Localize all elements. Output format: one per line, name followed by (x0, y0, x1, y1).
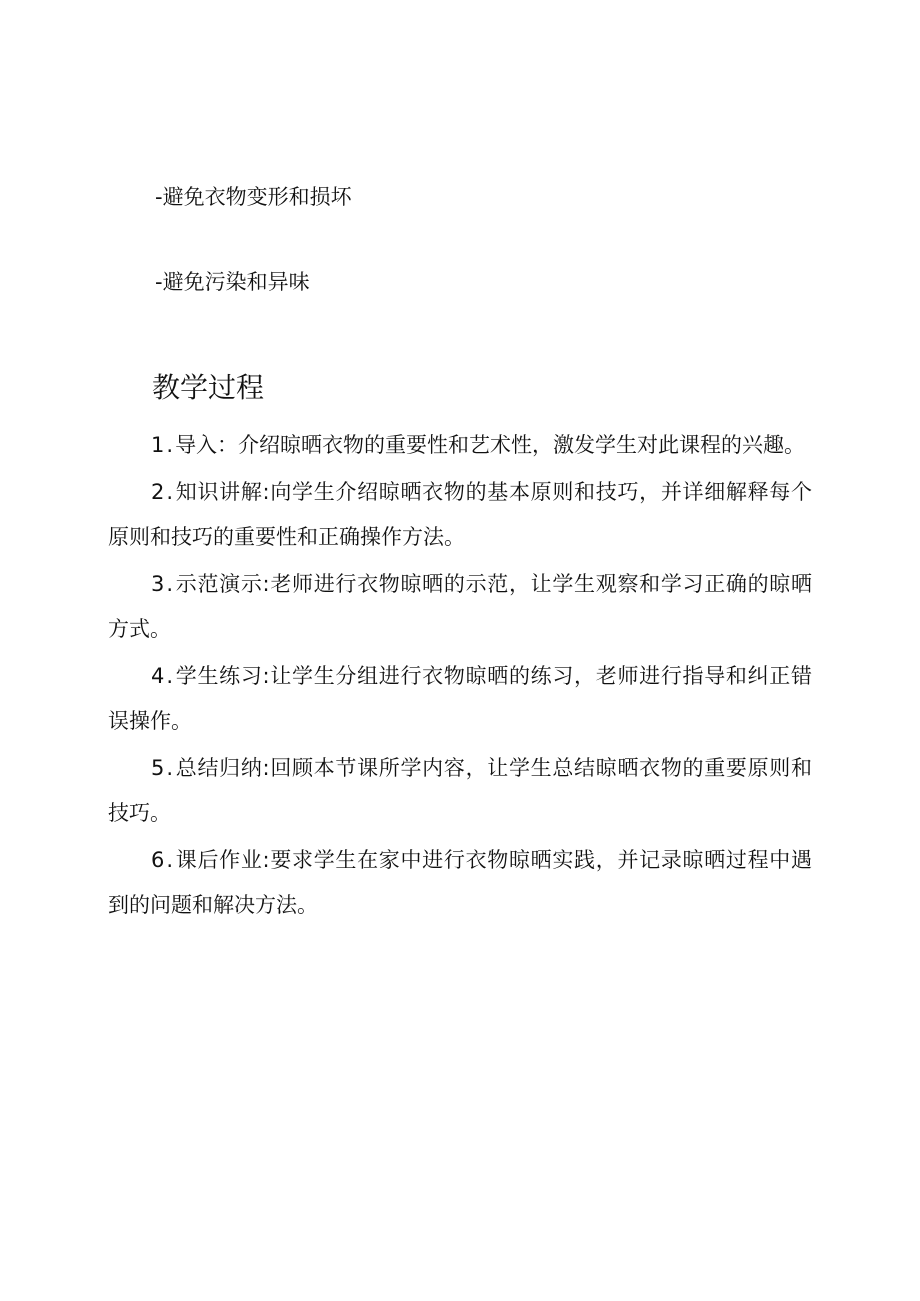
step-text: 老师进行衣物晾晒的示范，让学生观察和学习正确的晾晒方式。 (108, 572, 813, 641)
step-item: 6.课后作业:要求学生在家中进行衣物晾晒实践，并记录晾晒过程中遇到的问题和解决方法。 (108, 848, 813, 917)
step-item: 1.导入：介绍晾晒衣物的重要性和艺术性，激发学生对此课程的兴趣。 (151, 433, 806, 457)
step-list (108, 423, 812, 930)
bullet-item: -避免污染和异味 (155, 270, 310, 294)
step-text: 介绍晾晒衣物的重要性和艺术性，激发学生对此课程的兴趣。 (238, 433, 806, 457)
step-number: 5 (151, 756, 165, 780)
step-item: 4.学生练习:让学生分组进行衣物晾晒的练习，老师进行指导和纠正错误操作。 (108, 664, 813, 733)
step-item: 5.总结归纳:回顾本节课所学内容，让学生总结晾晒衣物的重要原则和技巧。 (108, 756, 813, 825)
step-text: 向学生介绍晾晒衣物的基本原则和技巧，并详细解释每个原则和技巧的重要性和正确操作方法。 (108, 480, 813, 549)
step-number: 2 (151, 480, 165, 504)
step-label: 示范演示: (175, 572, 270, 596)
bullet-item: -避免衣物变形和损坏 (155, 185, 352, 209)
step-label: 学生练习: (175, 664, 270, 688)
step-text: 让学生分组进行衣物晾晒的练习，老师进行指导和纠正错误操作。 (108, 664, 813, 733)
step-label: 总结归纳: (175, 756, 270, 780)
step-label: 课后作业: (175, 848, 270, 872)
step-text: 要求学生在家中进行衣物晾晒实践，并记录晾晒过程中遇到的问题和解决方法。 (108, 848, 813, 917)
step-number: 6 (151, 848, 165, 872)
step-text: 回顾本节课所学内容，让学生总结晾晒衣物的重要原则和技巧。 (108, 756, 813, 825)
step-label: 导入： (175, 433, 239, 457)
step-label: 知识讲解: (175, 480, 270, 504)
step-number: 3 (151, 572, 165, 596)
step-item: 2.知识讲解:向学生介绍晾晒衣物的基本原则和技巧，并详细解释每个原则和技巧的重要性和正确操作方法。 (108, 480, 813, 549)
step-number: 1 (151, 433, 165, 457)
step-item: 3.示范演示:老师进行衣物晾晒的示范，让学生观察和学习正确的晾晒方式。 (108, 572, 813, 641)
section-title: 教学过程 (152, 371, 265, 404)
step-number: 4 (151, 664, 165, 688)
